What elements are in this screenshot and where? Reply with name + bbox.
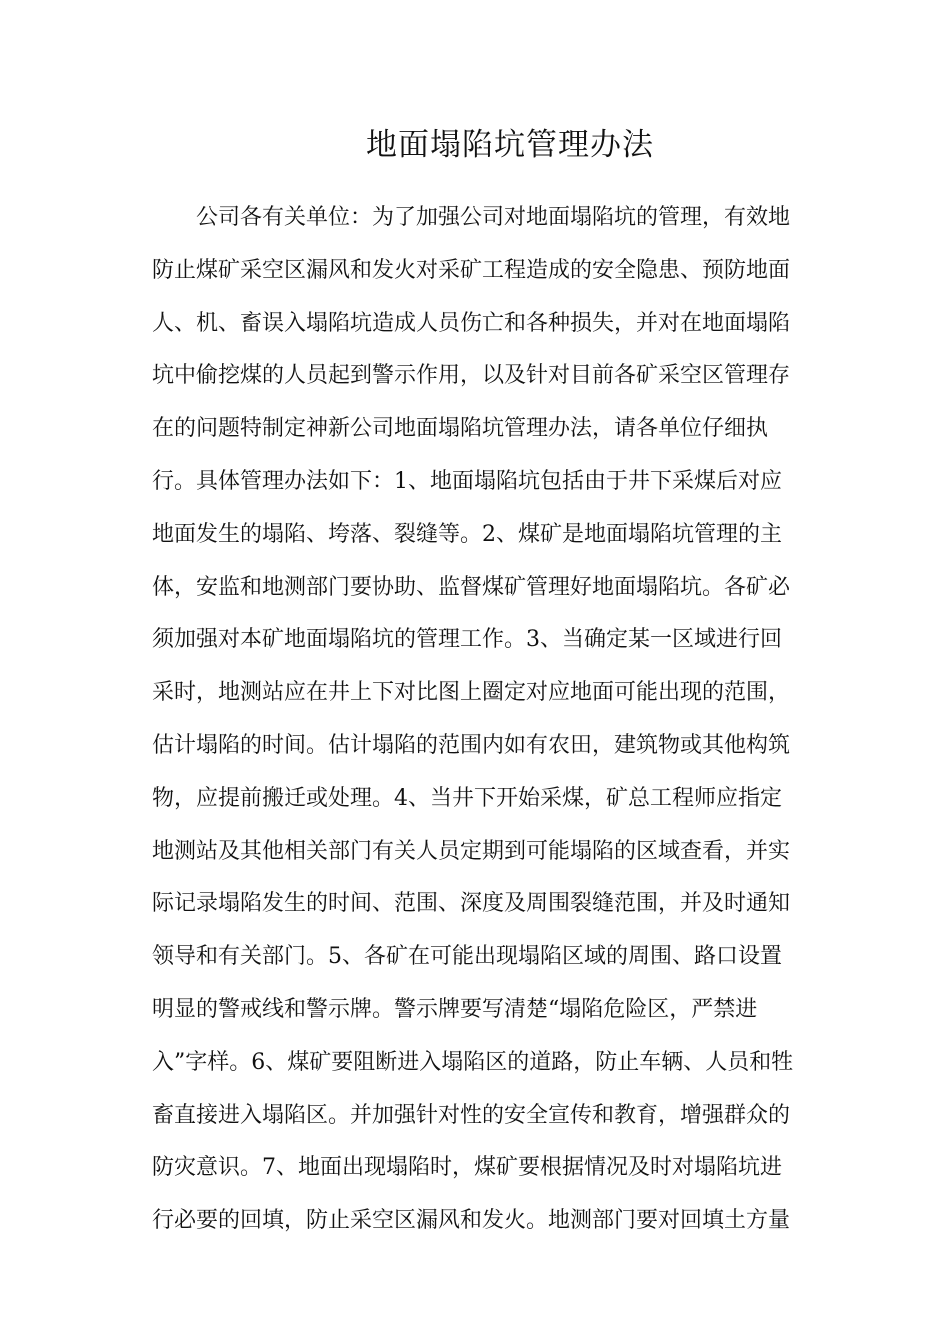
document-title: 地面塌陷坑管理办法 — [366, 127, 654, 163]
body-line: 防止煤矿采空区漏风和发火对采矿工程造成的安全隐患、预防地面 — [152, 257, 791, 283]
body-line: 畜直接进入塌陷区。并加强针对性的安全宣传和教育，增强群众的 — [152, 1102, 791, 1128]
body-line: 领导和有关部门。5、各矿在可能出现塌陷区域的周围、路口设置 — [152, 944, 782, 970]
body-line: 地测站及其他相关部门有关人员定期到可能塌陷的区域查看，并实 — [152, 838, 791, 864]
body-line: 公司各有关单位：为了加强公司对地面塌陷坑的管理，有效地 — [196, 205, 791, 230]
body-line: 行。具体管理办法如下：1、地面塌陷坑包括由于井下采煤后对应 — [152, 468, 782, 494]
body-line: 估计塌陷的时间。估计塌陷的范围内如有农田，建筑物或其他构筑 — [152, 732, 791, 758]
body-line: 须加强对本矿地面塌陷坑的管理工作。3、当确定某一区域进行回 — [152, 627, 782, 653]
body-line: 采时，地测站应在井上下对比图上圈定对应地面可能出现的范围， — [152, 680, 791, 706]
body-line: 地面发生的塌陷、垮落、裂缝等。2、煤矿是地面塌陷坑管理的主 — [152, 521, 782, 547]
body-line: 防灾意识。7、地面出现塌陷时，煤矿要根据情况及时对塌陷坑进 — [152, 1155, 782, 1181]
body-line: 体，安监和地测部门要协助、监督煤矿管理好地面塌陷坑。各矿必 — [152, 574, 791, 600]
body-line: 明显的警戒线和警示牌。警示牌要写清楚“塌陷危险区，严禁进 — [152, 996, 758, 1022]
body-line: 在的问题特制定神新公司地面塌陷坑管理办法，请各单位仔细执 — [152, 416, 769, 442]
body-line: 物，应提前搬迁或处理。4、当井下开始采煤，矿总工程师应指定 — [152, 785, 782, 811]
body-line: 坑中偷挖煤的人员起到警示作用，以及针对目前各矿采空区管理存 — [152, 363, 791, 389]
body-line: 际记录塌陷发生的时间、范围、深度及周围裂缝范围，并及时通知 — [152, 891, 791, 917]
body-line: 人、机、畜误入塌陷坑造成人员伤亡和各种损失，并对在地面塌陷 — [152, 310, 791, 336]
body-line: 行必要的回填，防止采空区漏风和发火。地测部门要对回填土方量 — [152, 1208, 791, 1234]
document-body — [152, 192, 802, 1248]
body-line: 入”字样。6、煤矿要阻断进入塌陷区的道路，防止车辆、人员和牲 — [152, 1049, 794, 1075]
